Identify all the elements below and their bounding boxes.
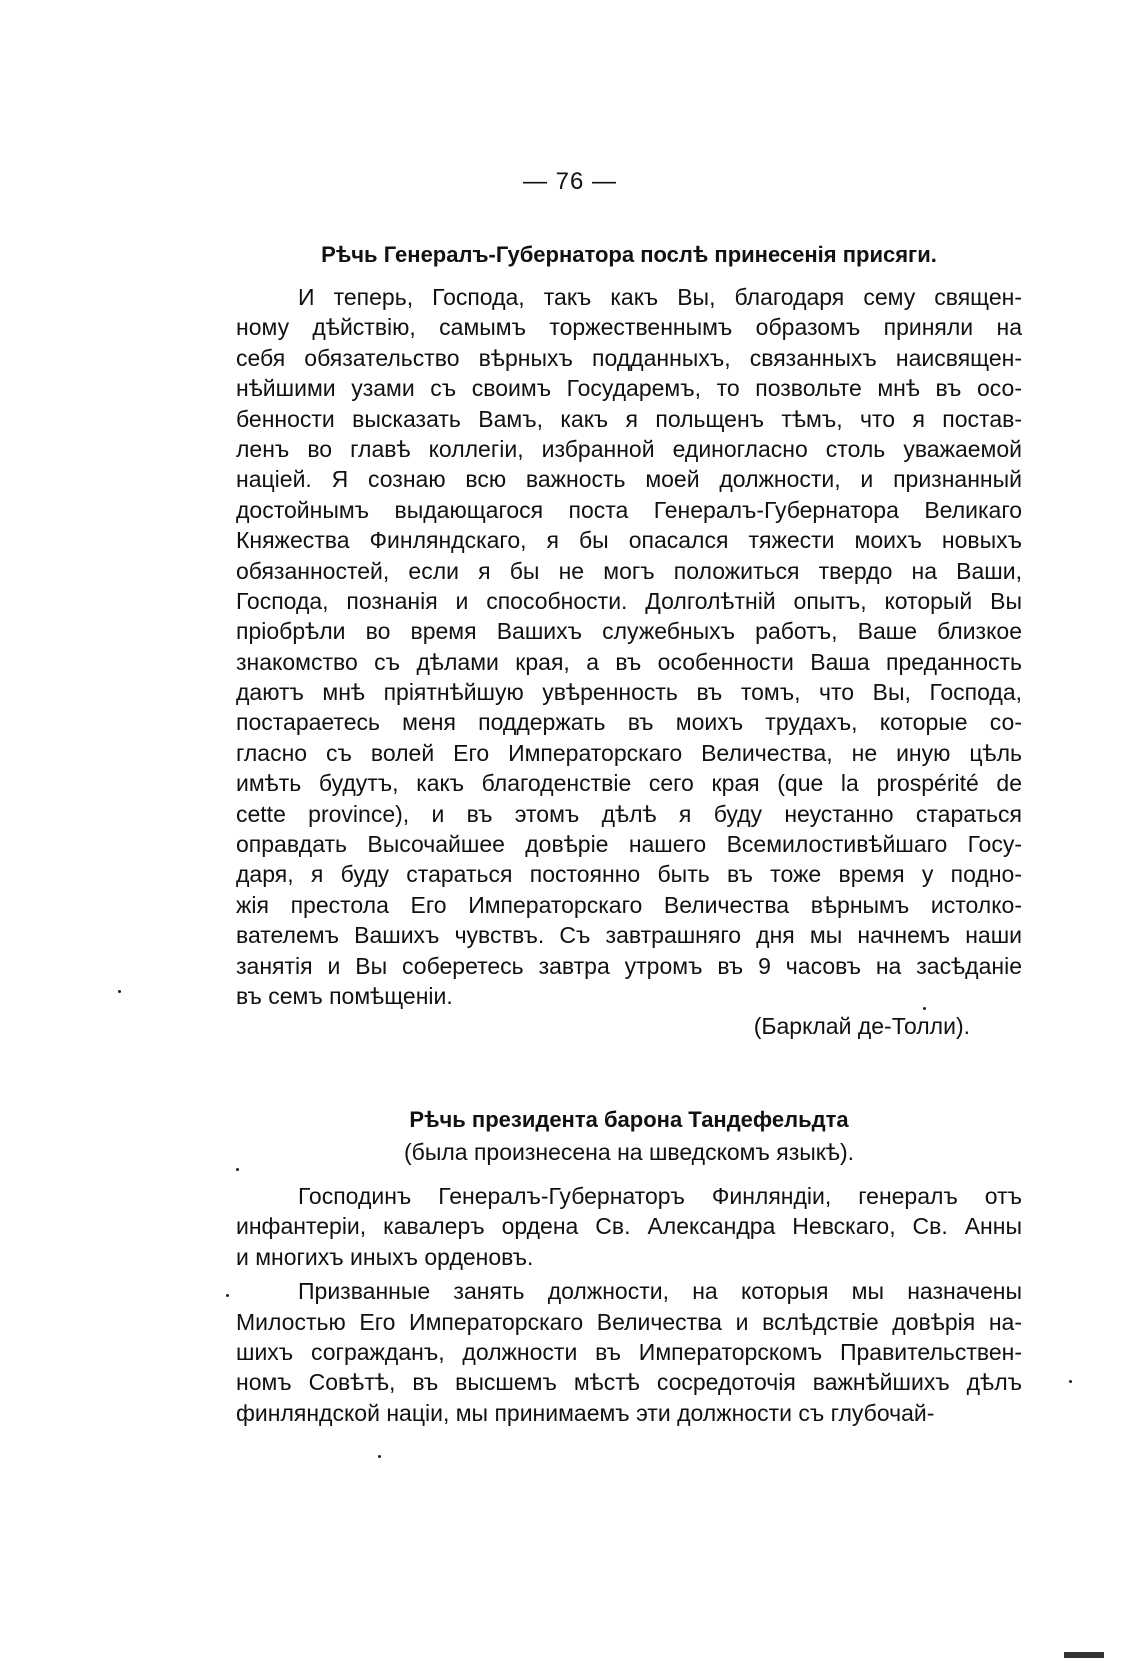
text-line: Господинъ Генералъ-Губернаторъ Финляндіи, генералъ отъ: [298, 1183, 1022, 1209]
text-line: И теперь, Господа, такъ какъ Вы, благодаря сему священ-: [298, 284, 1022, 310]
text-line: Княжества Финляндскаго, я бы опасался тяжести моихъ новыхъ: [236, 527, 1022, 554]
text-line: Милостью Его Императорскаго Величества и вслѣдствіе довѣрія на-: [236, 1308, 1022, 1335]
text-line: инфантеріи, кавалеръ ордена Св. Александра Невскаго, Св. Анны: [236, 1213, 1022, 1240]
text-line: даютъ мнѣ пріятнѣйшую увѣренность въ томъ, что Вы, Господа,: [236, 679, 1022, 706]
page-number: — 76 —: [522, 168, 618, 195]
paper-speck: [923, 1007, 926, 1010]
paper-speck: [1069, 1380, 1072, 1383]
section-subheading: (была произнесена на шведскомъ языкѣ).: [404, 1139, 854, 1165]
text-line: жія престола Его Императорскаго Величества вѣрнымъ истолко-: [236, 891, 1022, 918]
paper-speck: [236, 1168, 239, 1171]
text-line: оправдать Высочайшее довѣріе нашего Всемилостивѣйшаго Госу-: [236, 831, 1022, 858]
text-line: номъ Совѣтѣ, въ высшемъ мѣстѣ сосредоточія важнѣйшихъ дѣлъ: [236, 1369, 1022, 1396]
text-line: Призванные занять должности, на которыя мы назначены: [298, 1278, 1022, 1305]
text-line: въ семъ помѣщеніи.: [236, 982, 453, 1009]
speech-governor-general: [236, 240, 1022, 1041]
text-line: финляндской націи, мы принимаемъ эти должности съ глубочай-: [236, 1399, 935, 1426]
section-heading: Рѣчь Генералъ-Губернатора послѣ принесенія присяги.: [321, 242, 937, 267]
signature: (Барклай де-Толли).: [753, 1013, 970, 1040]
speech-paragraph: [236, 1181, 1022, 1272]
text-line: ному дѣйствію, самымъ торжественнымъ образомъ приняли на: [236, 314, 1022, 341]
text-line: націей. Я сознаю всю важность моей должности, и признанный: [236, 466, 1022, 493]
text-line: достойнымъ выдающагося поста Генералъ-Губернатора Великаго: [236, 496, 1022, 523]
text-line: гласно съ волей Его Императорскаго Величества, не иную цѣль: [236, 739, 1022, 766]
text-line: ленъ во главѣ коллегіи, избранной единогласно столь уважаемой: [236, 435, 1022, 462]
text-line: себя обязательство вѣрныхъ подданныхъ, связанныхъ наисвящен-: [236, 344, 1022, 371]
text-line: нѣйшими узами съ своимъ Государемъ, то позвольте мнѣ въ осо-: [236, 375, 1022, 402]
text-line: бенности высказать Вамъ, какъ я польщенъ тѣмъ, что я постав-: [236, 405, 1022, 432]
text-line: Господа, познанія и способности. Долголѣтній опытъ, который Вы: [236, 587, 1022, 614]
section-heading: Рѣчь президента барона Тандефельдта: [409, 1107, 849, 1132]
text-line: и многихъ иныхъ орденовъ.: [236, 1243, 534, 1270]
text-line: имѣть будутъ, какъ благоденствіе сего края (que la prospérité de: [236, 770, 1022, 797]
speech-president: [236, 1105, 1022, 1428]
text-line: вателемъ Вашихъ чувствъ. Съ завтрашняго дня мы начнемъ наши: [236, 922, 1022, 949]
paper-speck: [378, 1455, 381, 1458]
speech-paragraph: [236, 1276, 1022, 1428]
speech-paragraph: [236, 282, 1022, 1011]
text-line: знакомство съ дѣлами края, а въ особенности Ваша преданность: [236, 648, 1022, 675]
paper-speck: [226, 1294, 229, 1297]
text-line: даря, я буду стараться постоянно быть въ тоже время у подно-: [236, 861, 1022, 888]
text-line: cette province), и въ этомъ дѣлѣ я буду неустанно стараться: [236, 800, 1022, 827]
text-line: обязанностей, если я бы не могъ положиться твердо на Ваши,: [236, 557, 1022, 584]
text-line: постараетесь меня поддержать въ моихъ трудахъ, которые со-: [236, 709, 1022, 736]
paper-speck: [118, 990, 121, 993]
text-line: пріобрѣли во время Вашихъ служебныхъ работъ, Ваше близкое: [236, 618, 1022, 645]
text-line: шихъ согражданъ, должности въ Императорскомъ Правительствен-: [236, 1338, 1022, 1365]
text-line: занятія и Вы соберетесь завтра утромъ въ 9 часовъ на засѣданіе: [236, 952, 1022, 979]
scan-edge-mark: [1064, 1652, 1104, 1658]
